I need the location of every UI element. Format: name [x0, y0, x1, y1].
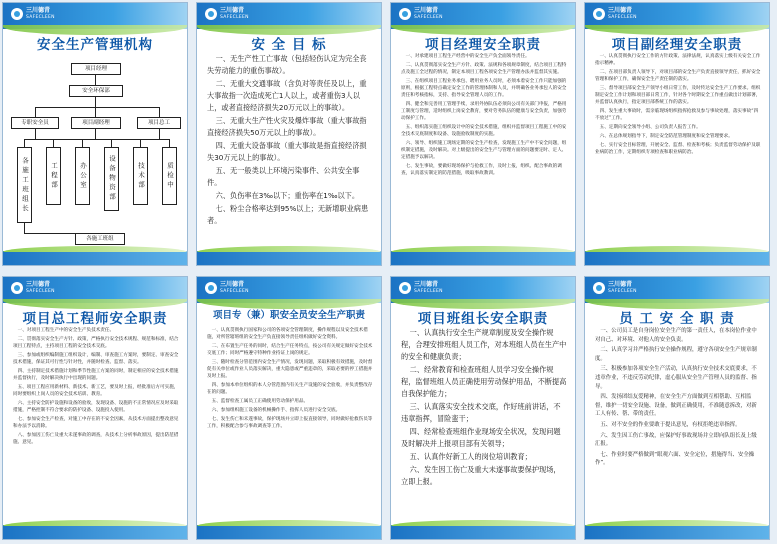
duty-item: 二、经常教育和检查班组人员学习安全操作规程，监督班组人员正确使用劳动保护用品，不断提高自我保护能力；	[401, 365, 567, 398]
duty-item: 五、组织落实施工组织设计中的安全技术措施，组织并监督项目工程施工中的安全技术交底制度和设备、设施验收制度的实施。	[401, 125, 567, 137]
staff-board	[584, 276, 770, 540]
duty-item: 二、贯彻落实安全生产方针、政策，严格执行安全技术规程、规范和标准，结合项目工程特点，主持项目工程的安全技术交底。	[13, 337, 179, 349]
board-content	[207, 53, 373, 247]
logo-icon	[205, 8, 217, 20]
duty-item: 二、在布置生产任务的同时，结合生产任务特点，按公司有关规定做好安全技术交底工作；同时严格遵守特种作业持证上岗的规定。	[207, 344, 373, 356]
goal-item: 四、无重大设备事故（重大事故是指直接经济损失30万元以上的事故）。	[207, 141, 367, 162]
board-title: 员 工 安 全 职 责	[619, 311, 735, 327]
board-title: 项目经理安全职责	[425, 37, 541, 53]
duty-item: 五、认真作好新工人的岗位培训教育；	[409, 452, 532, 461]
duty-item: 一、认真贯彻执行安全工作的方针政策、法律法规，认真落实上级有关安全工作指示精神。	[595, 54, 761, 66]
duty-item: 二、在项目部负责人领导下，对项目部的安全生产负责直接领导责任，抓好安全管理和保护工作，确保安全生产责任制的落实。	[595, 70, 761, 82]
duty-item: 一、认真执行安全生产规章制度及安全操作规程，合理安排班组人员工作，对本班组人员在生产中的安全和健康负责；	[401, 328, 567, 361]
logo-icon	[593, 282, 605, 294]
logo-en: SAFECLEEN	[608, 15, 637, 20]
logo-cn: 三川德青	[608, 7, 633, 14]
goal-item: 二、无重大交通事故（含负对等责任及以上，重大事故指一次造成死亡1人以上，或者重伤3人以上，或者直接经济损失20万元以上的事故）。	[207, 79, 367, 112]
duty-item: 一、对项目工程生产中的安全生产负技术责任。	[17, 328, 115, 333]
duty-item: 六、主持安全防护设施和设备的验收，发现设备、设施的不正常情况应及时采取措施，严格控制不符合要求的防护设备、设施投入使用。	[13, 401, 179, 413]
board-content	[595, 53, 761, 247]
duty-item: 五、监督检查工属员工正确使用劳动保护用品。	[211, 399, 309, 404]
logo-en: SAFECLEEN	[414, 15, 443, 20]
goals-board	[196, 2, 382, 266]
logo-en: SAFECLEEN	[220, 15, 249, 20]
footer-band	[197, 251, 381, 265]
team-leader-board	[390, 276, 576, 540]
board-content	[401, 53, 567, 247]
duty-item: 四、经常检查班组作业现场安全状况，发现问题及时解决并上报项目部有关领导；	[401, 427, 561, 448]
org-node-qc: 质检中	[162, 147, 177, 205]
logo	[11, 7, 55, 21]
duty-item: 一、公司员工是自身岗位安全生产的第一责任人，在本岗位作业中对自己、对环境、对他人的安全负责。	[595, 328, 757, 343]
org-node-safety-dept: 安全环保部	[69, 85, 123, 97]
org-node-safety-officer: 专职安全员	[11, 117, 59, 129]
logo	[593, 281, 637, 295]
deputy-pm-board	[584, 2, 770, 266]
duty-item: 一、对承建项目工程生产经营中的安全生产负全面领导责任。	[405, 54, 530, 59]
board-content	[401, 327, 567, 521]
duty-item: 三、督导项目部安全生产领导小组日常工作，及时传达安全生产工作要求。组织制定安全工作计划和项目部日常工作，针对各个时期安全工作重点做出计划部署，并监督认真执行，指定项目部系统工作的落实。	[595, 86, 761, 105]
duty-item: 七、发生伤亡和未遂事故，保护现场并立即上报直接领导，同时做好抢救伤员等工作，积极配合参与事故调查等工作。	[207, 417, 373, 429]
logo-cn: 三川德青	[26, 281, 51, 288]
logo-icon	[399, 282, 411, 294]
logo-icon	[11, 282, 23, 294]
goal-item: 七、粉尘合格率达到95%以上；无新增职业病患者。	[207, 204, 369, 225]
logo	[205, 281, 249, 295]
org-node-office: 办公室	[75, 147, 90, 205]
logo	[593, 7, 637, 21]
logo	[11, 281, 55, 295]
board-title: 项目班组长安全职责	[417, 311, 549, 327]
logo-cn: 三川德青	[26, 7, 51, 14]
logo-cn: 三川德青	[414, 7, 439, 14]
footer-band	[3, 525, 187, 539]
duty-item: 三、积极参加各项安全生产活动，认真执行安全技术交底要求，不违章作业，不违反劳动纪律，虚心服从安全生产管理人员的监督、指导。	[595, 366, 757, 390]
duty-item: 二、认真贯彻落实安全生产方针、政策、法规和各项规章制度，结合项目工程特点及施工全过程的情况，制定本项目工程各项安全生产管理办法并监督其实施。	[401, 63, 567, 75]
footer-band	[391, 251, 575, 265]
org-node-teams: 各施工班组	[75, 233, 125, 245]
org-node-tech: 技术部	[133, 147, 148, 205]
board-content	[207, 327, 373, 521]
logo	[399, 7, 443, 21]
logo-icon	[205, 282, 217, 294]
org-node-equipment: 设备物资部	[104, 147, 119, 211]
duty-item: 五、定期向安全领导小组、公司负责人报告工作。	[599, 125, 701, 130]
safety-officer-board	[196, 276, 382, 540]
duty-item: 三、随时检查分管范围内安全生产情况，发现问题，采取积极有效措施，及时督促有关单位或作业人员落实解决，重大隐患或严重违章的，采取必要的停工措施并及时上报。	[207, 360, 373, 379]
duty-item: 四、主持制定技术措施计划和季节性施工方案的同时，制定相应的安全技术措施并监督执行，及时解决执行中出现的问题。	[13, 369, 179, 381]
footer-band	[3, 251, 187, 265]
org-node-team-leaders: 各施工班组长	[17, 147, 32, 223]
duty-item: 四、发生重大事故时，需亲临现场组织指挥抢救及参与事故处理，落实事故“四不放过”工作。	[595, 109, 759, 121]
goal-item: 三、无重大生产性火灾及爆炸事故（重大事故指直接经济损失50万元以上的事故）。	[207, 116, 367, 137]
goal-item: 一、无生产性工亡事故（包括轻伤认定为完全丧失劳动能力的重伤事故）。	[207, 54, 367, 75]
logo-icon	[593, 8, 605, 20]
board-title: 安 全 目 标	[251, 37, 327, 53]
logo-cn: 三川德青	[608, 281, 633, 288]
logo-cn: 三川德青	[220, 281, 245, 288]
duty-item: 七、参加安全生产检查，对施工中存在的不安全因素，从技术方面提出整改意见和办法予以消除。	[13, 417, 179, 429]
footer-band	[585, 525, 769, 539]
pm-board	[390, 2, 576, 266]
org-node-deputy-pm: 项目副经理	[71, 117, 121, 129]
logo-icon	[11, 8, 23, 20]
goal-item: 五、无一般类以上环境污染事件、公共安全事件。	[207, 166, 360, 187]
duty-item: 六、在总体规划指导下，制定安全防范管理制度和安全管理要求。	[599, 134, 733, 139]
logo-en: SAFECLEEN	[608, 289, 637, 294]
duty-item: 七、作业时要严格做到“眼观六面、安全定位，措施得当、安全操作”。	[595, 451, 755, 467]
duty-item: 五、对不安全的作业要敢于提出意见，有权拒绝违章指挥。	[600, 421, 741, 428]
duty-item: 六、领导、组织施工现场定期的安全生产检查，发现施工生产中不安全问题，组织制定措施，及时解决。对上级提出的安全生产与管理方面的问题要定时、定人、定措施予以解决。	[401, 141, 567, 160]
board-title: 项目专（兼）职安全员安全生产职责	[212, 310, 365, 321]
duty-item: 七、发生事故，要做好现场保护与抢救工作，及时上报，组织、配合事故的调查，认真落实制定的防范措施，吸取事故教训。	[401, 164, 562, 176]
board-title: 项目总工程师安全职责	[22, 311, 168, 327]
duty-item: 一、认真贯彻执行国家和公司的各项安全管理制度，操作规程以及安全技术措施，对所管辖班组的安全生产负直接领导责任组织做好安全资料。	[207, 328, 368, 340]
duty-item: 五、项目工程应用新材料、新技术、新工艺，要及时上报，经批准后方可实施，同时要组织上岗人员的安全技术培训、教育。	[13, 385, 179, 397]
duty-item: 六、发生因工伤亡事故，应保护好事故现场并立即向队组长及上级汇报。	[595, 432, 757, 448]
org-node-engineering: 工程部	[46, 147, 61, 205]
logo-en: SAFECLEEN	[26, 15, 55, 20]
chief-engineer-board	[2, 276, 188, 540]
duty-item: 二、认真学习并严格执行安全操作规程，遵守各项安全生产规章制度。	[595, 347, 757, 362]
footer-band	[391, 525, 575, 539]
duty-item: 三、在组织项目工程业务承包、聘用业务人员时，必须本着安全工作只能加强的原则，根据工程特点确定安全工作的管理体制和人员，并明确各业务承包人的安全责任和考核指标，支持、指导安全管理人员的工作。	[401, 79, 567, 98]
board-title: 安全生产管理机构	[37, 37, 153, 53]
org-node-chief-engineer: 项目总工	[137, 117, 181, 129]
duty-item: 四、参加本单位组织的本人分管范围内有关生产设施的安全验收，并负责整改存在的问题。	[207, 383, 373, 395]
duty-item: 八、参加因工伤亡及重大未遂事故的调查，从技术上分析事故原因，提出防范措施、意见。	[13, 433, 179, 445]
footer-band	[197, 525, 381, 539]
board-title: 项目副经理安全职责	[611, 37, 743, 53]
logo-cn: 三川德青	[220, 7, 245, 14]
org-board	[2, 2, 188, 266]
footer-band	[585, 251, 769, 265]
logo-en: SAFECLEEN	[414, 289, 443, 294]
duty-item: 六、发生因工伤亡及重大未遂事故要保护现场，立即上报。	[401, 465, 561, 486]
logo-cn: 三川德青	[414, 281, 439, 288]
duty-item: 三、认真落实安全技术交底，作好班前讲话，不违章指挥，冒险蛮干；	[401, 402, 561, 423]
duty-item: 三、参加或组织编制施工组织设计，编制、审查施工方案时，要制定、审查安全技术措施，保证其可行性与针对性，并随时检查、监督、落实。	[13, 353, 179, 365]
logo	[205, 7, 249, 21]
org-node-pm: 项目经理	[71, 63, 121, 75]
duty-item: 四、发扬团结友爱精神，在安全生产方面做到互相帮助、互相监督，维护一切安全设施、设备，做到正确使用，不准随意拆改，对新工人有传、帮、带的责任。	[595, 394, 757, 418]
logo-icon	[399, 8, 411, 20]
board-content	[595, 327, 761, 521]
board-content	[13, 327, 179, 521]
duty-item: 七、实行安全目标管理，开展安全、监督、检查和考核；负责监督劳动保护及职业病防治工作，定期组织专项检查和职业病防治。	[595, 143, 761, 155]
logo-en: SAFECLEEN	[220, 289, 249, 294]
goal-item: 六、负伤率在3‰以下；重伤率在1‰以下。	[215, 191, 360, 200]
duty-item: 四、健全和完善用工管理手续，录用外协队伍必须向公司有关部门申报，严格用工制度与管理，适时组织上岗安全教育，要对劳务队伍的健康与安全负责，加强劳动保护工作。	[401, 102, 567, 121]
logo	[399, 281, 443, 295]
duty-item: 六、参加组织施工设备的机械操作手、指挥人员进行安全交底。	[211, 408, 341, 413]
org-chart	[3, 53, 188, 253]
logo-en: SAFECLEEN	[26, 289, 55, 294]
